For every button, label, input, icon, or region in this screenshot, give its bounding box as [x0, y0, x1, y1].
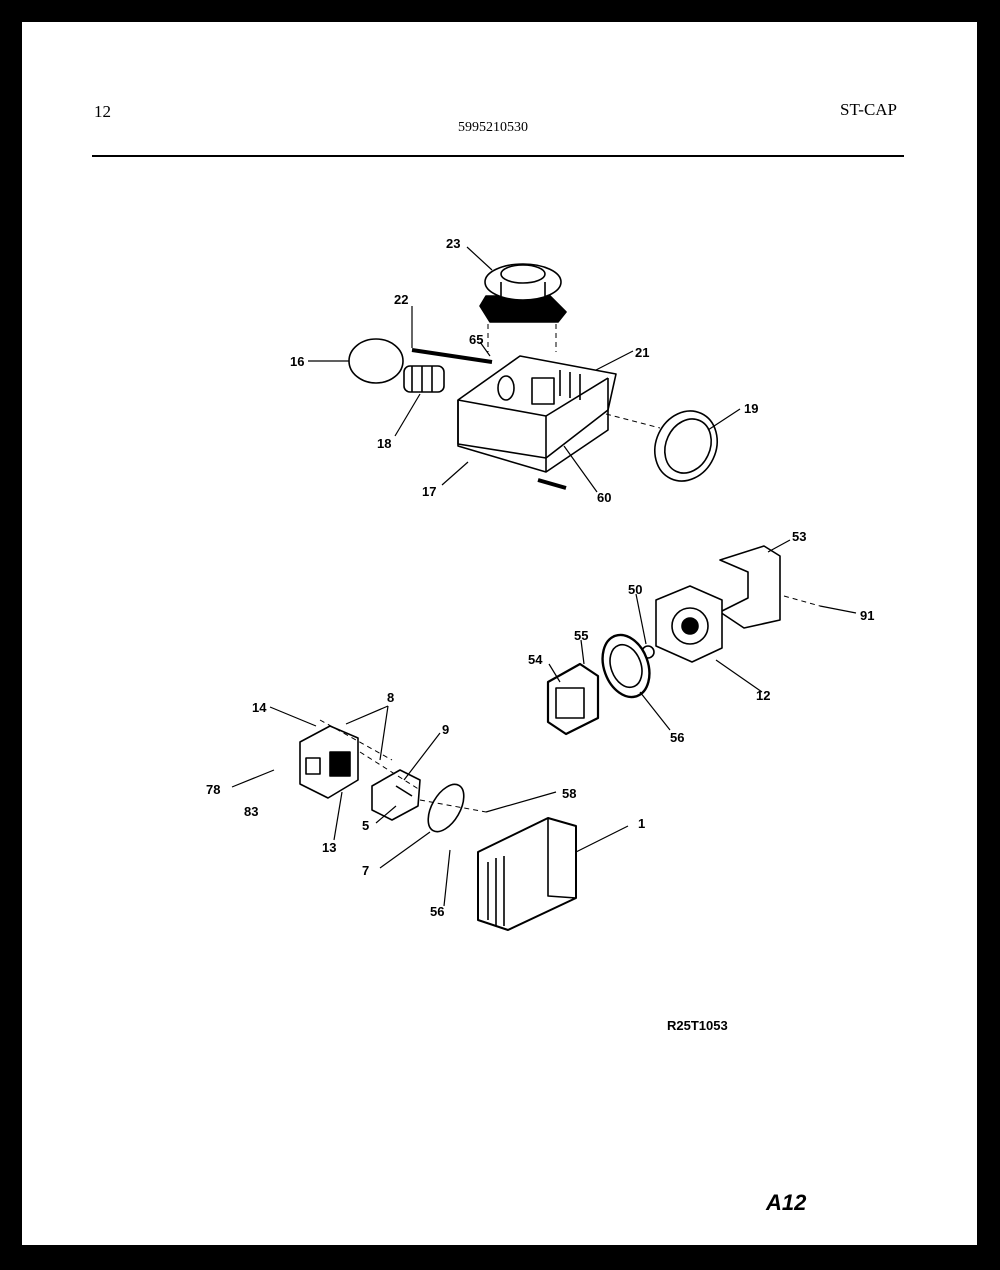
exploded-parts-drawing: [22, 22, 977, 1245]
part-label: 83: [244, 804, 259, 819]
page-tag: A12: [766, 1190, 807, 1215]
part-lens-19: [644, 401, 729, 492]
part-fan-blade-56: [594, 628, 657, 703]
part-label: 56: [670, 730, 685, 745]
section-code: ST-CAP: [840, 100, 898, 119]
part-label: 14: [252, 700, 267, 715]
part-label: 53: [792, 529, 807, 544]
part-fan-housing-12: [656, 586, 722, 662]
part-label: 13: [322, 840, 337, 855]
part-bulb-16: [349, 339, 403, 383]
part-housing-17: [458, 356, 616, 472]
part-label: 23: [446, 236, 461, 251]
part-label: 54: [528, 652, 543, 667]
part-label: 65: [469, 332, 484, 347]
part-label: 78: [206, 782, 221, 797]
part-rod-22: [412, 350, 492, 362]
part-label: 16: [290, 354, 305, 369]
part-label: 18: [377, 436, 392, 451]
part-label: 60: [597, 490, 612, 505]
part-label: 22: [394, 292, 409, 307]
part-label: 91: [860, 608, 875, 623]
part-label: 55: [574, 628, 589, 643]
part-label: 58: [562, 786, 577, 801]
page-number: 12: [94, 102, 111, 121]
part-label: 21: [635, 345, 650, 360]
part-label: 50: [628, 582, 643, 597]
part-ring-7: [421, 778, 471, 837]
part-label: 7: [362, 863, 370, 878]
part-label: 17: [422, 484, 437, 499]
part-socket-18: [404, 366, 444, 392]
part-screw-60: [538, 480, 566, 488]
part-label: 12: [756, 688, 771, 703]
part-label: 19: [744, 401, 759, 416]
part-label: 8: [387, 690, 395, 705]
part-grille-1: [478, 818, 576, 930]
part-switch-13-14: [300, 726, 358, 798]
part-cover-53: [720, 546, 780, 628]
parts-diagram-sheet: [22, 22, 977, 1245]
part-bracket-5: [372, 770, 420, 820]
part-label: 9: [442, 722, 450, 737]
part-label: 1: [638, 816, 646, 831]
part-label: 56: [430, 904, 445, 919]
drawing-code: R25T1053: [667, 1018, 728, 1033]
model-code: 5995210530: [458, 120, 528, 135]
part-motor-23: [480, 264, 566, 322]
part-label: 5: [362, 818, 370, 833]
